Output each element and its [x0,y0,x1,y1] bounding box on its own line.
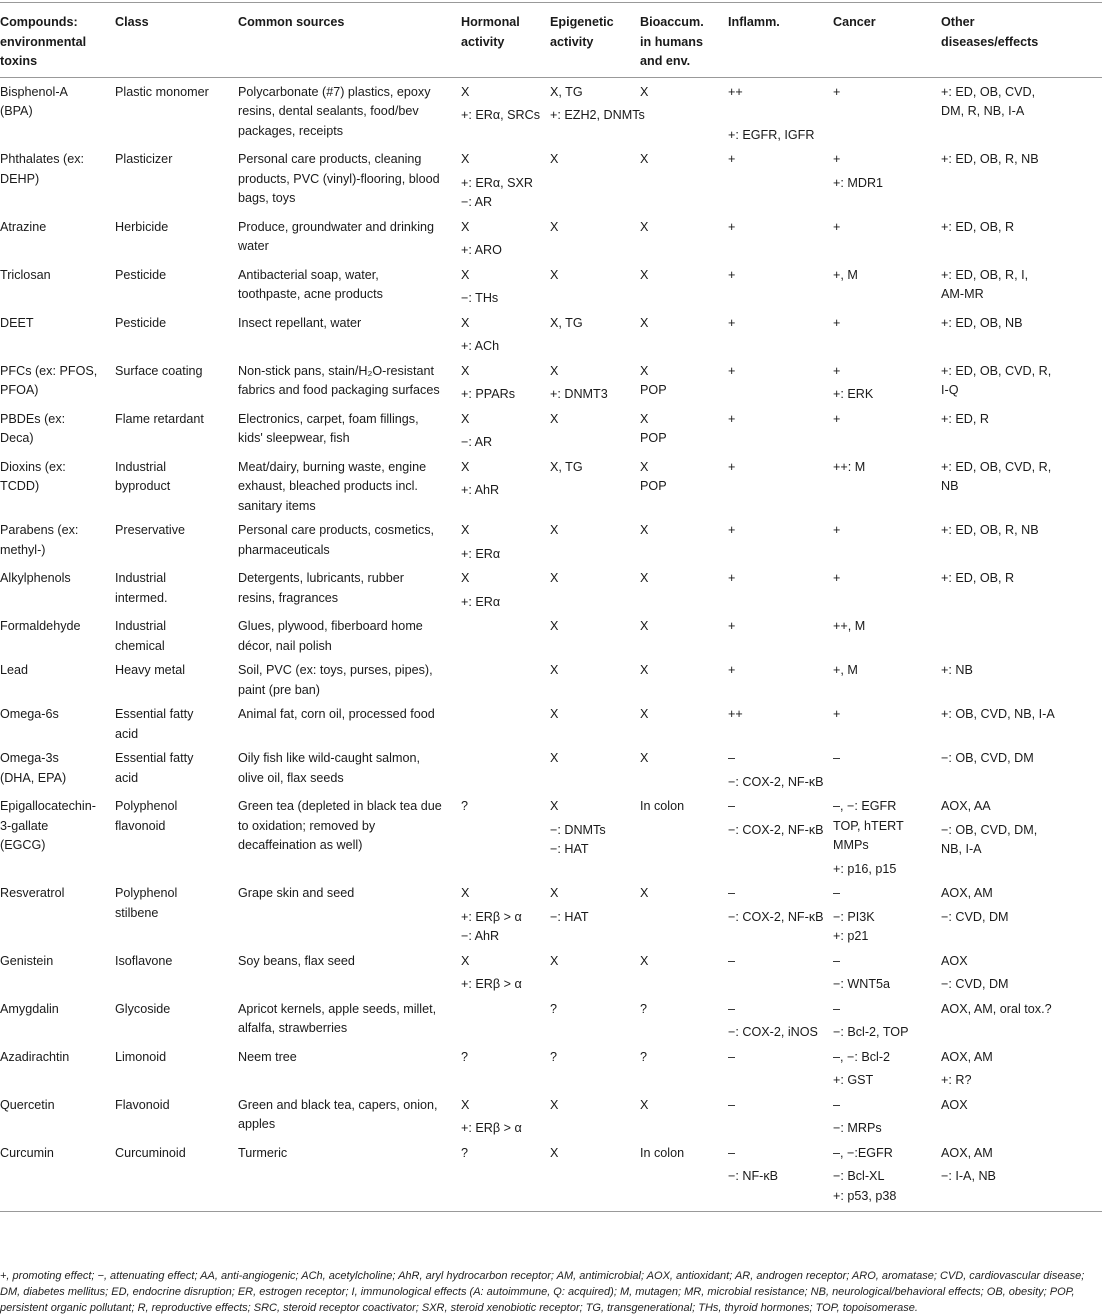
cell-cancer: +, M [833,267,858,282]
cell-inflammation: + [728,571,736,585]
cell-epigenetic-activity: X [550,707,559,721]
cell-epigenetic-activity: X [550,571,559,585]
table-row [0,213,1102,261]
cell-other-diseases: +: ED, OB, R [941,219,1015,234]
cell-inflammation: – −: COX-2, NF-κB [728,799,824,837]
cell-cancer: + +: MDR1 [833,152,884,190]
cell-class: Industrial intermed. [115,571,168,605]
cell-cancer: –, −: Bcl-2 +: GST [833,1049,891,1087]
cell-compounds: Alkylphenols [0,571,71,585]
cell-epigenetic-activity: X [550,219,559,234]
cell-common-sources: Green and black tea, capers, onion, apples [238,1097,438,1131]
cell-class: Isoflavone [115,953,173,968]
cell-epigenetic-activity: X, TG [550,459,583,474]
cell-common-sources: Soil, PVC (ex: toys, purses, pipes), paint (pre ban) [238,663,433,697]
cell-cancer: – −: MRPs [833,1097,882,1135]
toxins-table [0,2,1102,1212]
cell-cancer: – [833,751,841,765]
cell-common-sources: Grape skin and seed [238,886,355,900]
cell-compounds: Lead [0,663,29,677]
cell-other-diseases: AOX, AM −: I-A, NB [941,1139,1102,1212]
header-hormonal-activity: Hormonal activity [461,3,550,78]
table-row [0,453,1102,517]
cell-compounds: Omega-6s [0,707,59,721]
cell-class: Herbicide [115,219,169,234]
cell-bioaccumulation: X [640,1097,649,1112]
cell-cancer: + [833,315,841,330]
header-cancer: Cancer [833,3,941,78]
cell-other-diseases: +: NB [941,663,973,677]
cell-inflammation: ++ [728,707,743,721]
cell-epigenetic-activity: ? [550,1049,558,1064]
cell-inflammation: + [728,459,736,474]
cell-common-sources: Antibacterial soap, water, toothpaste, acne products [238,267,383,301]
cell-compounds: Omega-3s (DHA, EPA) [0,751,67,785]
cell-inflammation: + [728,219,736,234]
cell-inflammation: – [728,953,736,968]
cell-bioaccumulation: X POP [640,363,667,397]
cell-common-sources: Animal fat, corn oil, processed food [238,707,435,721]
cell-hormonal-activity: X +: ERα, SRCs [461,84,541,122]
cell-compounds: Dioxins (ex: TCDD) [0,459,66,493]
cell-common-sources: Electronics, carpet, foam fillings, kids' sleepwear, fish [238,411,419,445]
cell-class: Heavy metal [115,663,185,677]
cell-compounds: Atrazine [0,219,47,234]
header-class: Class [115,3,238,78]
cell-common-sources: Oily fish like wild-caught salmon, olive oil, flax seeds [238,751,420,785]
cell-compounds: Phthalates (ex: DEHP) [0,152,85,186]
cell-other-diseases [941,612,1102,656]
cell-bioaccumulation: X POP [640,459,667,493]
cell-bioaccumulation: X [640,707,649,721]
table-row [0,947,1102,995]
cell-cancer: + [833,523,841,537]
cell-other-diseases: +: ED, OB, CVD, R, I-Q [941,363,1052,397]
cell-hormonal-activity: X +: ERα, SXR −: AR [461,152,534,209]
cell-common-sources: Produce, groundwater and drinking water [238,219,435,253]
cell-other-diseases: AOX, AM −: CVD, DM [941,886,1009,924]
cell-epigenetic-activity: X, TG +: EZH2, DNMTs [550,84,645,122]
cell-other-diseases: −: OB, CVD, DM [941,751,1034,765]
cell-compounds: Epigallocatechin- 3-gallate (EGCG) [0,799,96,852]
cell-hormonal-activity [461,744,550,792]
cell-hormonal-activity: X +: PPARs [461,363,516,401]
table-row [0,261,1102,309]
cell-epigenetic-activity: X [550,523,559,537]
cell-other-diseases: +: ED, OB, R, NB [941,152,1039,166]
cell-other-diseases: AOX, AM +: R? [941,1049,993,1087]
header-common-sources: Common sources [238,3,461,78]
cell-common-sources: Detergents, lubricants, rubber resins, fragrances [238,571,404,605]
table-row [0,145,1102,213]
cell-hormonal-activity: ? [461,1139,550,1212]
cell-other-diseases: +: ED, OB, NB [941,315,1023,330]
cell-hormonal-activity: X +: ERα [461,571,501,609]
cell-common-sources: Apricot kernels, apple seeds, millet, alfalfa, strawberries [238,1001,437,1035]
header-epigenetic-activity: Epigenetic activity [550,3,640,78]
cell-hormonal-activity [461,656,550,700]
cell-class: Flame retardant [115,411,204,426]
cell-class: Plasticizer [115,152,173,166]
cell-common-sources: Soy beans, flax seed [238,953,355,968]
table-row [0,879,1102,947]
cell-cancer: + [833,707,841,721]
cell-epigenetic-activity: X −: HAT [550,886,589,924]
cell-bioaccumulation: X [640,219,649,234]
cell-hormonal-activity [461,612,550,656]
cell-other-diseases: +: ED, R [941,411,989,426]
cell-class: Pesticide [115,267,167,282]
cell-hormonal-activity: X −: AR [461,411,493,449]
cell-class: Polyphenol flavonoid [115,799,178,833]
header-inflammation: Inflamm. [728,3,833,78]
cell-class: Flavonoid [115,1097,170,1112]
cell-epigenetic-activity: X [550,152,559,166]
table-row [0,77,1102,145]
cell-compounds: Parabens (ex: methyl-) [0,523,79,557]
cell-class: Glycoside [115,1001,171,1016]
cell-bioaccumulation: X [640,152,649,166]
cell-other-diseases: +: ED, OB, CVD, DM, R, NB, I-A [941,84,1036,118]
cell-class: Industrial chemical [115,619,167,653]
cell-common-sources: Meat/dairy, burning waste, engine exhaust, bleached products incl. sanitary items [238,459,427,513]
cell-bioaccumulation: X [640,619,649,633]
table-header-row [0,3,1102,78]
cell-inflammation: + [728,152,736,166]
cell-hormonal-activity: ? [461,799,469,813]
cell-epigenetic-activity: X [550,411,559,426]
cell-hormonal-activity: X +: ERα [461,523,501,561]
cell-cancer: ++: M [833,459,866,474]
cell-bioaccumulation: X [640,84,649,99]
cell-bioaccumulation: X [640,315,649,330]
header-compounds: Compounds: environmental toxins [0,3,115,78]
cell-common-sources: Polycarbonate (#7) plastics, epoxy resins, dental sealants, food/bev packages, receipts [238,84,431,138]
table-row [0,612,1102,656]
cell-inflammation: ++ +: EGFR, IGFR [728,84,815,142]
cell-compounds: PFCs (ex: PFOS, PFOA) [0,363,98,397]
cell-other-diseases: AOX [941,1097,968,1112]
cell-bioaccumulation: ? [640,1049,648,1064]
cell-class: Preservative [115,523,185,537]
table-row [0,564,1102,612]
cell-cancer: – −: WNT5a [833,953,891,991]
cell-common-sources: Personal care products, cleaning products, PVC (vinyl)-flooring, blood bags, toys [238,152,440,205]
cell-bioaccumulation: X [640,663,649,677]
table-row [0,516,1102,564]
cell-inflammation: + [728,523,736,537]
cell-compounds: Azadirachtin [0,1049,70,1064]
table-row [0,357,1102,405]
cell-bioaccumulation: X [640,886,649,900]
cell-inflammation: + [728,663,736,677]
cell-epigenetic-activity: X, TG [550,315,583,330]
cell-compounds: Amygdalin [0,1001,59,1016]
cell-cancer: – −: PI3K +: p21 [833,886,875,943]
cell-inflammation: – [728,1097,736,1112]
table-row [0,995,1102,1043]
table-row [0,744,1102,792]
cell-cancer: + [833,571,841,585]
cell-common-sources: Turmeric [238,1139,461,1212]
cell-class: Essential fatty acid [115,707,194,741]
cell-hormonal-activity: X −: THs [461,267,499,305]
cell-cancer: +, M [833,663,858,677]
cell-compounds: Genistein [0,953,54,968]
cell-compounds: DEET [0,315,34,330]
cell-cancer: + [833,411,841,426]
cell-cancer: ++, M [833,619,866,633]
cell-common-sources: Green tea (depleted in black tea due to oxidation; removed by decaffeination as well) [238,799,442,852]
cell-class: Curcuminoid [115,1139,238,1212]
cell-other-diseases: AOX −: CVD, DM [941,953,1009,991]
cell-compounds: Quercetin [0,1097,55,1112]
table-footnote: +, promoting effect; −, attenuating effect; AA, anti-angiogenic; ACh, acetylcholine; AhR, aryl hydrocarbon receptor; AM, antimicrobial; AOX, antioxidant; AR, androgen receptor; ARO, aromatase; CVD, cardiovascular disease; DM, diabetes mellitus; ED, endocrine disruption; ER, estrogen receptor; I, immunological effects (A: autoimmune, Q: acquired); M, mutagen; MR, microbial resistance; NB, neurological/behavioral effects; OB, obesity; POP, persistent organic pollutant; R, reproductive effects; SRC, steroid receptor coactivator; SXR, steroid xenobiotic receptor; TG, transgenerational; THs, thyroid hormones; TOP, topoisomerase. [0,1270,1085,1314]
header-bioaccumulation: Bioaccum. in humans and env. [640,3,728,78]
cell-hormonal-activity: X +: ERβ > α −: AhR [461,886,522,943]
cell-compounds: Bisphenol-A (BPA) [0,84,68,118]
cell-cancer: + [833,219,841,234]
header-other-diseases: Other diseases/effects [941,3,1102,78]
cell-inflammation: + [728,411,736,426]
cell-hormonal-activity [461,700,550,744]
table-row [0,309,1102,357]
cell-epigenetic-activity: ? [550,1001,558,1016]
cell-bioaccumulation: X POP [640,411,667,445]
cell-epigenetic-activity: X +: DNMT3 [550,363,608,401]
cell-cancer: + +: ERK [833,363,874,401]
cell-common-sources: Insect repellant, water [238,315,362,330]
cell-inflammation: – −: COX-2, NF-κB [728,886,824,924]
cell-hormonal-activity: ? [461,1049,469,1064]
cell-common-sources: Non-stick pans, stain/H₂O-resistant fabrics and food packaging surfaces [238,363,440,397]
cell-common-sources: Personal care products, cosmetics, pharmaceuticals [238,523,434,557]
cell-other-diseases: +: ED, OB, CVD, R, NB [941,459,1052,493]
cell-bioaccumulation: X [640,267,649,282]
cell-hormonal-activity [461,995,550,1043]
cell-cancer: –, −:EGFR −: Bcl-XL +: p53, p38 [833,1139,941,1212]
cell-inflammation: – −: COX-2, iNOS [728,1001,818,1039]
cell-cancer: + [833,84,841,99]
table-row [0,656,1102,700]
cell-inflammation: – [728,1049,736,1064]
cell-epigenetic-activity: X [550,663,559,677]
cell-epigenetic-activity: X [550,1097,559,1112]
table-row [0,700,1102,744]
cell-other-diseases: AOX, AM, oral tox.? [941,1001,1052,1016]
cell-other-diseases: AOX, AA −: OB, CVD, DM, NB, I-A [941,799,1038,856]
cell-compounds: PBDEs (ex: Deca) [0,411,66,445]
cell-inflammation: – −: NF-κB [728,1139,833,1212]
table-row [0,1139,1102,1212]
cell-compounds: Curcumin [0,1139,115,1212]
cell-other-diseases: +: ED, OB, R, NB [941,523,1039,537]
cell-bioaccumulation: X [640,571,649,585]
cell-other-diseases: +: ED, OB, R [941,571,1015,585]
cell-compounds: Formaldehyde [0,619,81,633]
cell-bioaccumulation: X [640,523,649,537]
cell-common-sources: Glues, plywood, fiberboard home décor, nail polish [238,619,423,653]
cell-class: Pesticide [115,315,167,330]
cell-other-diseases: +: ED, OB, R, I, AM-MR [941,267,1029,301]
cell-hormonal-activity: X +: ACh [461,315,500,353]
cell-class: Polyphenol stilbene [115,886,178,920]
cell-epigenetic-activity: X [550,1139,640,1212]
cell-class: Industrial byproduct [115,459,171,493]
cell-bioaccumulation: In colon [640,1139,728,1212]
cell-class: Plastic monomer [115,84,209,99]
cell-bioaccumulation: In colon [640,799,685,813]
cell-compounds: Resveratrol [0,886,65,900]
cell-inflammation: + [728,619,736,633]
cell-epigenetic-activity: X [550,751,559,765]
cell-common-sources: Neem tree [238,1049,297,1064]
cell-inflammation: + [728,267,736,282]
cell-epigenetic-activity: X [550,619,559,633]
cell-bioaccumulation: X [640,751,649,765]
table-row [0,1043,1102,1091]
cell-hormonal-activity: X +: ERβ > α [461,953,522,991]
cell-hormonal-activity: X +: ERβ > α [461,1097,522,1135]
cell-epigenetic-activity: X −: DNMTs −: HAT [550,799,606,856]
cell-inflammation: – −: COX-2, NF-κB [728,751,824,789]
cell-class: Essential fatty acid [115,751,194,785]
cell-hormonal-activity: X +: AhR [461,459,500,497]
table-row [0,405,1102,453]
cell-inflammation: + [728,315,736,330]
cell-epigenetic-activity: X [550,267,559,282]
table-row [0,792,1102,879]
cell-bioaccumulation: X [640,953,649,968]
table-row [0,1091,1102,1139]
cell-class: Limonoid [115,1049,167,1064]
cell-compounds: Triclosan [0,267,51,282]
cell-bioaccumulation: ? [640,1001,648,1016]
cell-hormonal-activity: X +: ARO [461,219,502,257]
cell-cancer: – −: Bcl-2, TOP [833,1001,909,1039]
cell-epigenetic-activity: X [550,953,559,968]
cell-class: Surface coating [115,363,203,378]
cell-cancer: –, −: EGFR TOP, hTERT MMPs +: p16, p15 [833,799,904,876]
cell-inflammation: + [728,363,736,378]
cell-other-diseases: +: OB, CVD, NB, I-A [941,707,1055,721]
table-body [0,77,1102,1212]
